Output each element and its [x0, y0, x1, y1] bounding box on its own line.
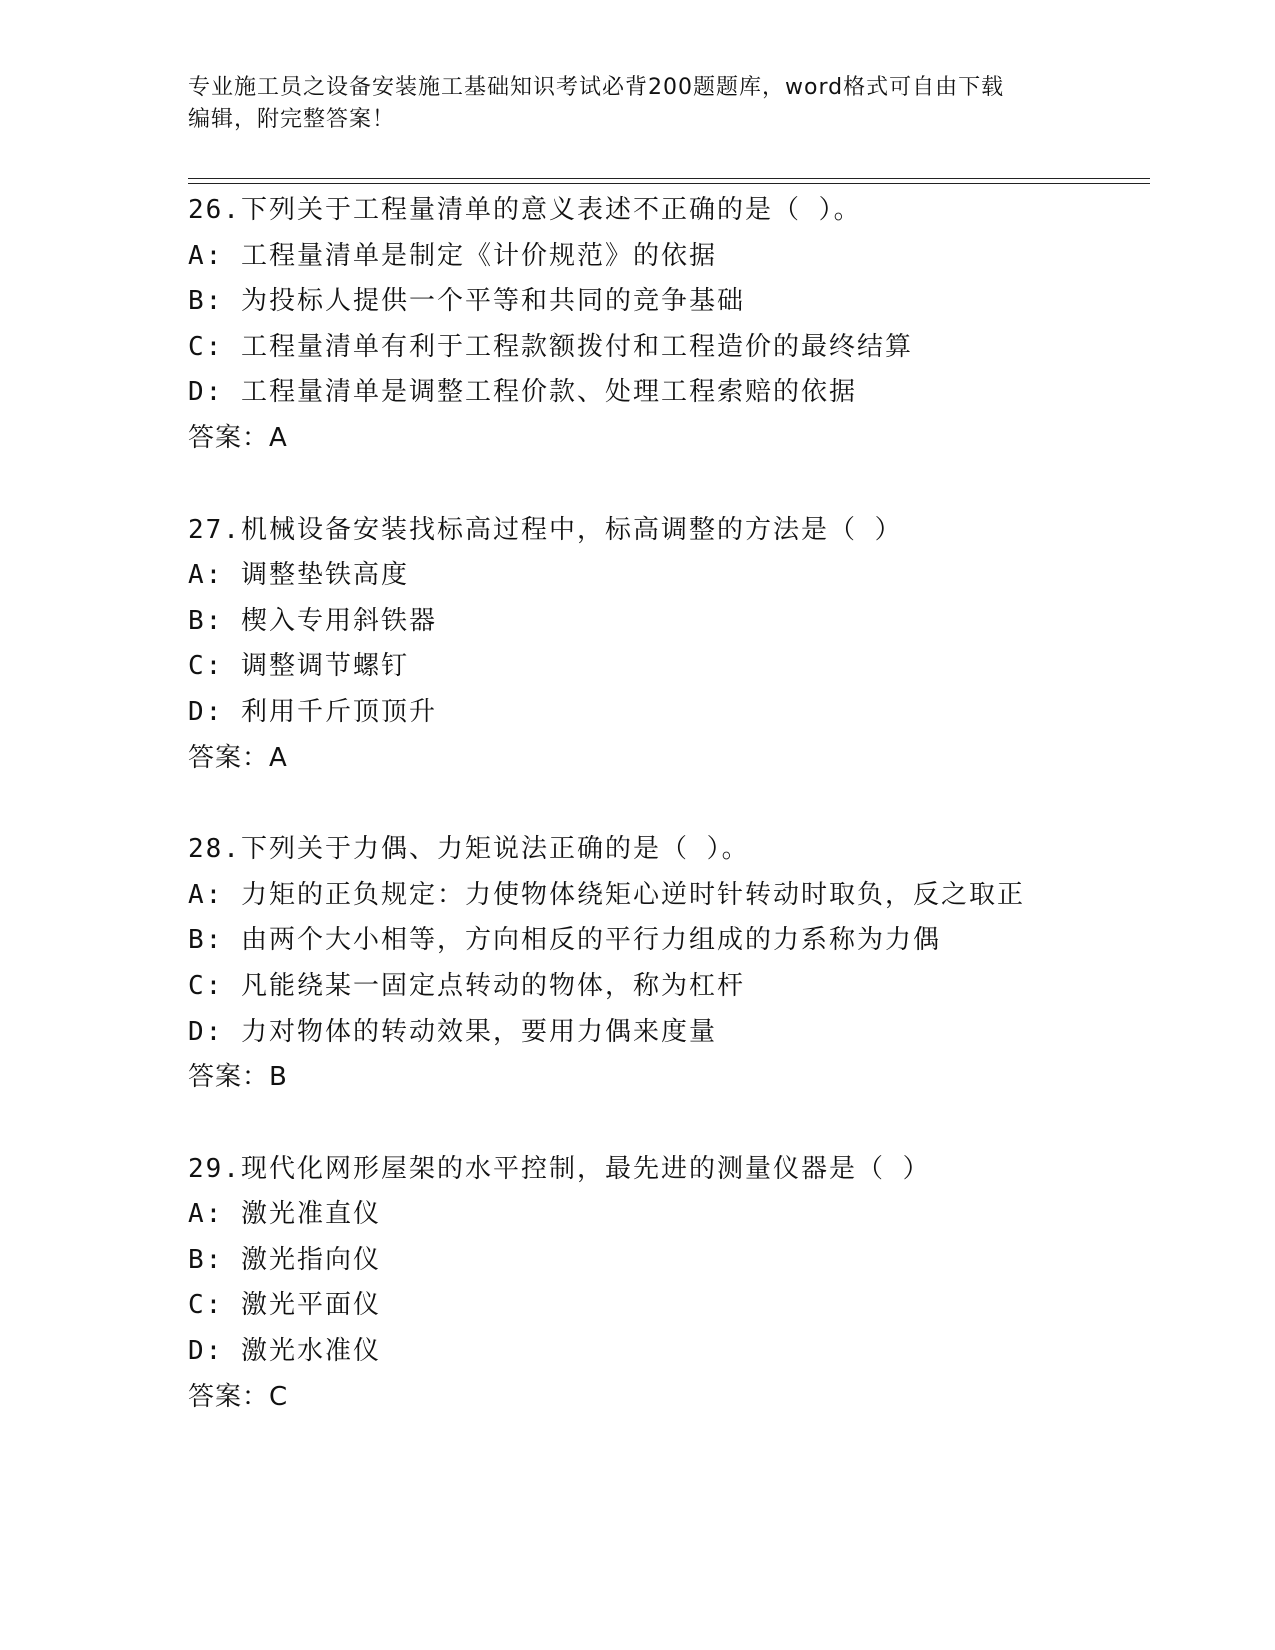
option-d: D: 力对物体的转动效果，要用力偶来度量	[188, 1016, 717, 1047]
question-27	[188, 508, 1148, 782]
header-line-2: 编辑，附完整答案！	[188, 107, 396, 132]
header-divider-bottom	[188, 183, 1150, 184]
question-28	[188, 827, 1148, 1101]
question-list	[188, 188, 1148, 1466]
header-line-1: 专业施工员之设备安装施工基础知识考试必背200题题库，word格式可自由下载	[188, 75, 1005, 100]
answer: 答案：A	[188, 422, 288, 453]
option-b: B: 激光指向仪	[188, 1244, 381, 1275]
answer: 答案：C	[188, 1381, 289, 1412]
option-b: B: 楔入专用斜铁器	[188, 605, 437, 636]
question-stem: 26.下列关于工程量清单的意义表述不正确的是（ ）。	[188, 195, 862, 225]
option-a: A: 激光准直仪	[188, 1199, 381, 1230]
option-c: C: 凡能绕某一固定点转动的物体，称为杠杆	[188, 970, 745, 1001]
option-a: A: 工程量清单是制定《计价规范》的依据	[188, 240, 717, 271]
question-26	[188, 188, 1148, 462]
option-c: C: 调整调节螺钉	[188, 651, 409, 682]
question-29	[188, 1147, 1148, 1421]
question-stem: 29.现代化网形屋架的水平控制，最先进的测量仪器是（ ）	[188, 1153, 931, 1184]
option-b: B: 为投标人提供一个平等和共同的竞争基础	[188, 286, 745, 317]
question-stem: 28.下列关于力偶、力矩说法正确的是（ ）。	[188, 834, 750, 865]
answer: 答案：B	[188, 1062, 288, 1093]
option-d: D: 工程量清单是调整工程价款、处理工程索赔的依据	[188, 377, 857, 408]
question-stem: 27.机械设备安装找标高过程中，标高调整的方法是（ ）	[188, 514, 903, 545]
option-d: D: 激光水准仪	[188, 1336, 381, 1367]
option-a: A: 调整垫铁高度	[188, 560, 409, 591]
header-divider-top	[188, 178, 1150, 179]
option-a: A: 力矩的正负规定：力使物体绕矩心逆时针转动时取负，反之取正	[188, 879, 1025, 910]
option-b: B: 由两个大小相等，方向相反的平行力组成的力系称为力偶	[188, 925, 941, 956]
option-c: C: 激光平面仪	[188, 1290, 381, 1321]
option-c: C: 工程量清单有利于工程款额拨付和工程造价的最终结算	[188, 331, 913, 362]
option-d: D: 利用千斤顶顶升	[188, 696, 437, 727]
document-header	[188, 72, 1088, 136]
answer: 答案：A	[188, 742, 288, 773]
